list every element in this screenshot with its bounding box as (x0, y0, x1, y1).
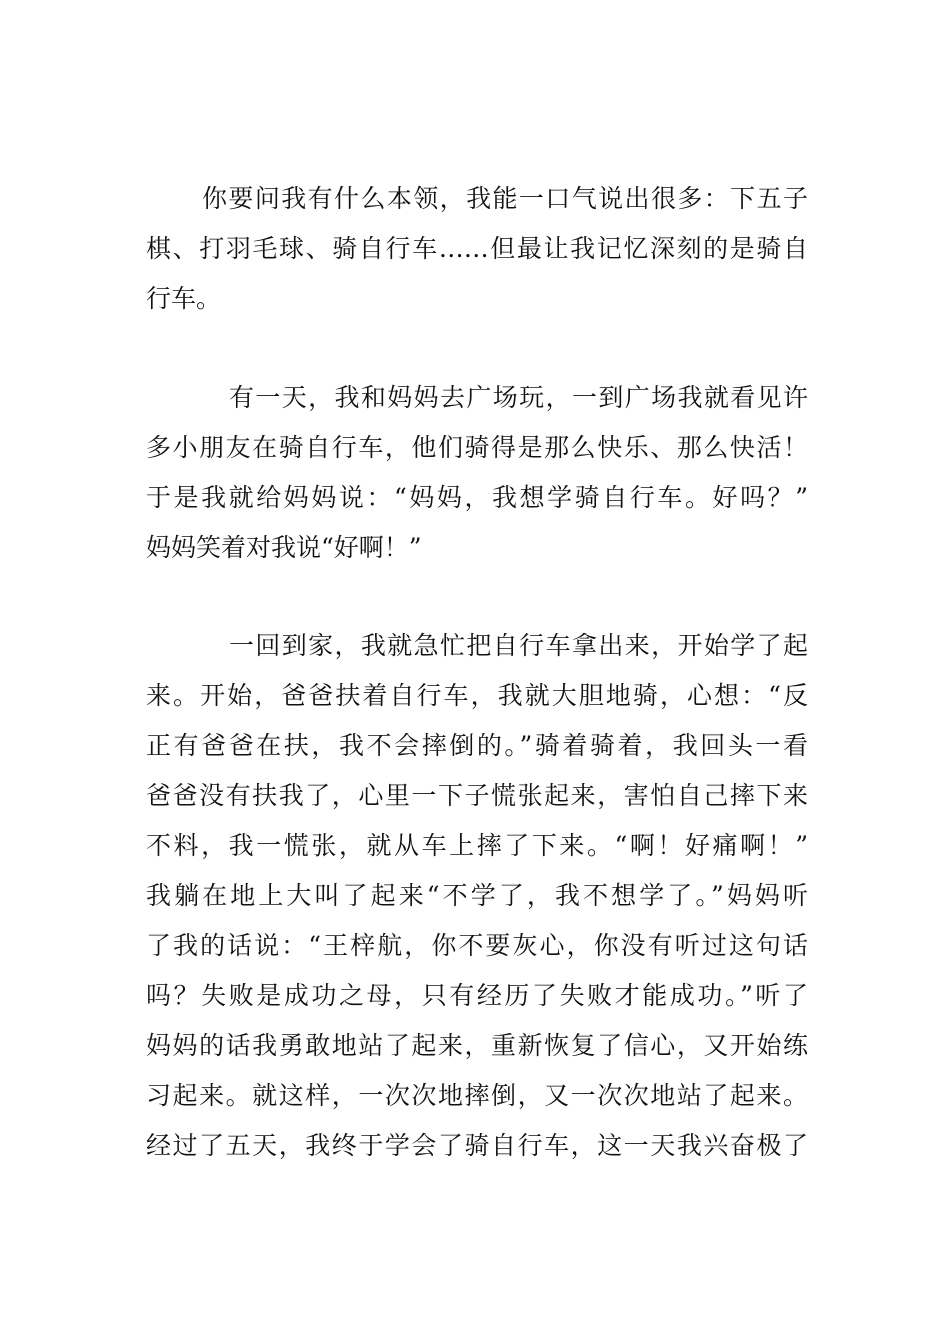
paragraph-3-line-4: 爸爸没有扶我了，心里一下子慌张起来，害怕自己摔下来 (146, 781, 808, 810)
paragraph-3-line-6: 我躺在地上大叫了起来“不学了，我不想学了。”妈妈听 (146, 881, 808, 910)
paragraph-2-line-4: 妈妈笑着对我说“好啊！” (146, 533, 422, 562)
paragraph-3-line-7: 了我的话说：“王梓航，你不要灰心，你没有听过这句话 (146, 931, 808, 960)
paragraph-1-line-3: 行车。 (146, 284, 222, 313)
paragraph-2-line-2: 多小朋友在骑自行车，他们骑得是那么快乐、那么快活！ (146, 433, 808, 462)
paragraph-3-line-10: 习起来。就这样，一次次地摔倒，又一次次地站了起来。 (146, 1081, 808, 1110)
paragraph-3-line-8: 吗？失败是成功之母，只有经历了失败才能成功。”听了 (146, 981, 808, 1010)
paragraph-1-line-2: 棋、打羽毛球、骑自行车……但最让我记忆深刻的是骑自 (146, 234, 808, 263)
paragraph-2-line-3: 于是我就给妈妈说：“妈妈，我想学骑自行车。好吗？” (146, 483, 808, 512)
paragraph-3-line-11: 经过了五天，我终于学会了骑自行车，这一天我兴奋极了 (146, 1131, 808, 1160)
paragraph-3-line-9: 妈妈的话我勇敢地站了起来，重新恢复了信心，又开始练 (146, 1031, 808, 1060)
paragraph-3-line-3: 正有爸爸在扶，我不会摔倒的。”骑着骑着，我回头一看 (146, 731, 808, 760)
paragraph-2-line-1: 有一天，我和妈妈去广场玩，一到广场我就看见许 (229, 383, 808, 412)
paragraph-3-line-2: 来。开始，爸爸扶着自行车，我就大胆地骑，心想：“反 (146, 681, 808, 710)
paragraph-1-line-1: 你要问我有什么本领，我能一口气说出很多：下五子 (202, 184, 808, 213)
paragraph-3-line-1: 一回到家，我就急忙把自行车拿出来，开始学了起 (229, 631, 808, 660)
paragraph-3-line-5: 不料，我一慌张，就从车上摔了下来。“啊！好痛啊！” (146, 831, 808, 860)
